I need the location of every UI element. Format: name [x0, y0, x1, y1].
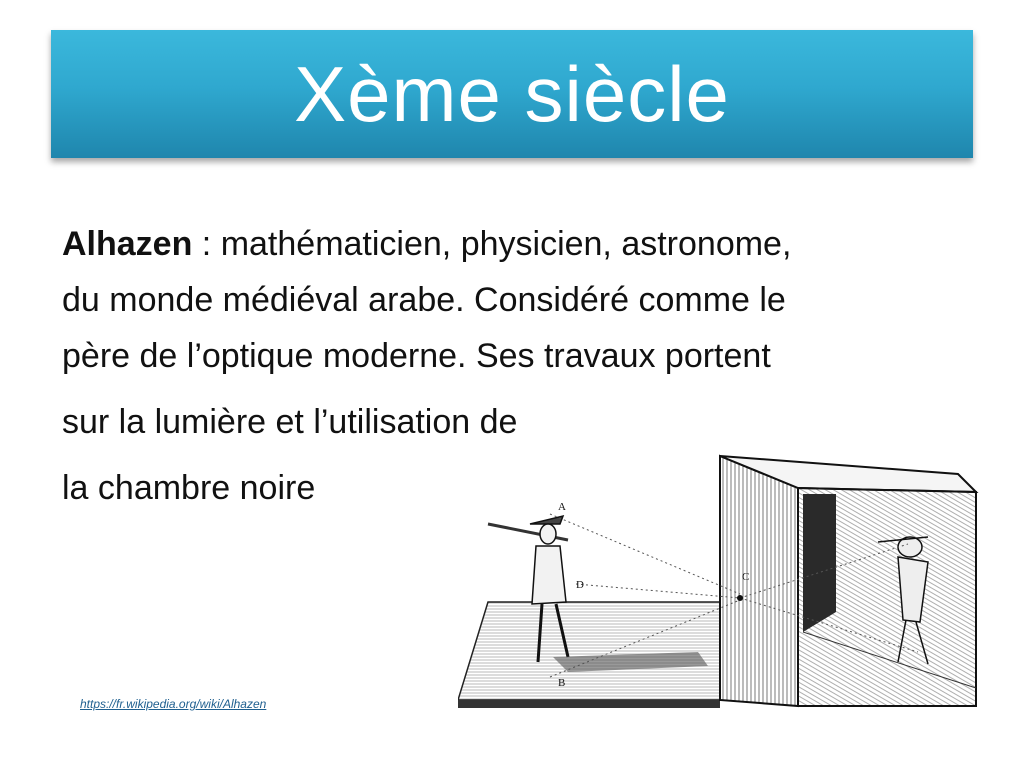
alhazen-name: Alhazen — [62, 225, 193, 263]
label-d: D — [576, 579, 584, 591]
body-line-1 — [62, 216, 972, 272]
label-a: A — [558, 501, 566, 513]
source-link[interactable]: https://fr.wikipedia.org/wiki/Alhazen — [80, 697, 267, 711]
slide-title: Xème siècle — [294, 49, 730, 138]
camera-obscura-illustration — [458, 452, 988, 710]
box-interior — [798, 488, 976, 706]
body-line-4: sur la lumière et l’utilisation de — [62, 403, 518, 441]
label-b: B — [558, 677, 566, 689]
box-front-wall — [720, 456, 798, 706]
body-line-1-rest: : mathématicien, physicien, astronome, — [192, 225, 792, 263]
label-c: C — [742, 571, 750, 583]
aperture — [737, 595, 743, 601]
body-line-2: du monde médiéval arabe. Considéré comme le — [62, 281, 786, 319]
body-line-5: la chambre noire — [62, 469, 316, 507]
title-banner — [51, 30, 973, 158]
body-line-3: père de l’optique moderne. Ses travaux portent — [62, 337, 771, 375]
